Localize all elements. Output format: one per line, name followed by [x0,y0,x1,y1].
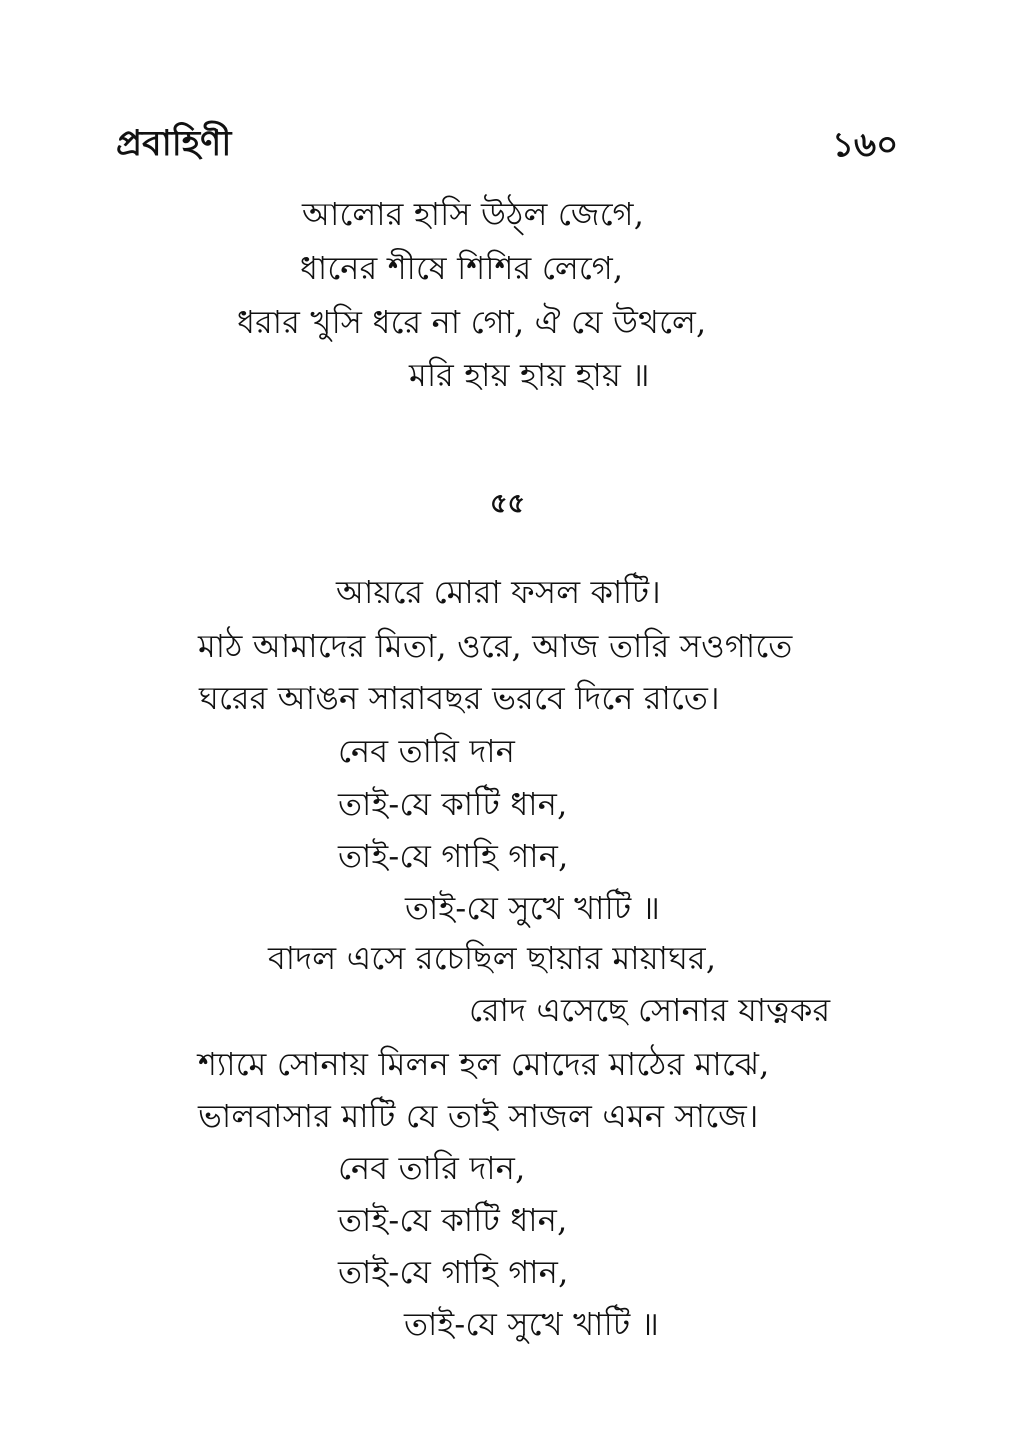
poem-line: মাঠ আমাদের মিতা, ওরে, আজ তারি সওগাতে [198,627,793,665]
page-number: ১৬০ [832,125,899,165]
poem-line: তাই-যে সুখে খাটি ॥ [405,889,661,927]
poem-ending-line: আলোর হাসি উঠ্‌ল জেগে, [302,195,645,233]
poem-line: নেব তারি দান, [338,1149,526,1187]
poem-line: তাই-যে সুখে খাটি ॥ [404,1305,660,1343]
poem-line: রোদ এসেছে সোনার যাত্নকর [469,991,831,1029]
poem-ending-line: ধানের শীষে শিশির লেগে, [300,249,624,287]
poem-line: আয়রে মোরা ফসল কাটি। [336,573,661,611]
poem-line: তাই-যে গাহি গান, [338,1253,569,1291]
poem-ending-line: ধরার খুসি ধরে না গো, ঐ যে উথলে, [237,303,707,341]
poem-number: ৫৫ [490,488,526,519]
poem-line: ঘরের আঙন সারাবছর ভরবে দিনে রাতে। [199,679,720,717]
poem-line: বাদল এসে রচেছিল ছায়ার মায়াঘর, [268,939,717,977]
poem-line: শ্যামে সোনায় মিলন হল মোদের মাঠের মাঝে, [198,1045,770,1083]
poem-line: তাই-যে কাটি ধান, [338,1201,568,1239]
poem-line: তাই-যে কাটি ধান, [338,785,568,823]
poem-line: নেব তারি দান [338,732,516,770]
poem-line: ভালবাসার মাটি যে তাই সাজল এমন সাজে। [198,1097,759,1135]
running-head-book-title: প্রবাহিণী [116,123,232,164]
poem-line: তাই-যে গাহি গান, [338,837,569,875]
poem-ending-refrain: মরি হায় হায় হায় ॥ [409,356,650,394]
